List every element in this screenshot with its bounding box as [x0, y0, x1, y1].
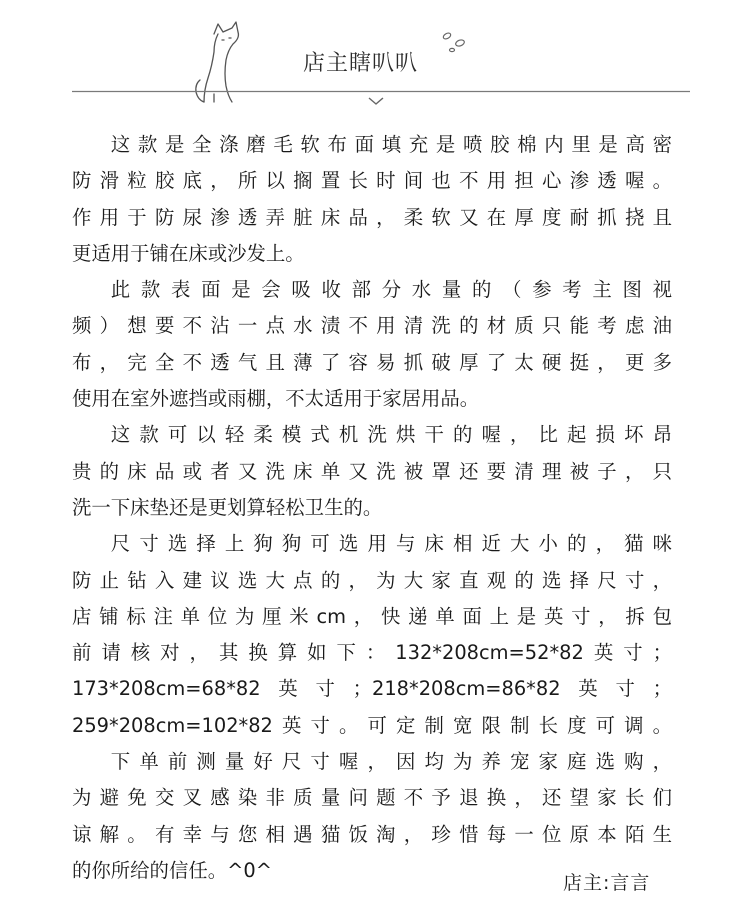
paragraph-material: [72, 127, 672, 272]
paragraph-absorption: [72, 272, 672, 417]
cat-sketch-icon: [196, 22, 239, 102]
text-line: 频）想要不沾一点水渍不用清洗的材质只能考虑油: [72, 314, 672, 338]
description-body: [72, 127, 672, 889]
text-line: 尺寸选择上狗狗可选用与床相近大小的，猫咪: [110, 532, 672, 556]
text-line: 259*208cm=102*82英寸。可定制宽限制长度可调。: [72, 713, 672, 737]
paragraph-washing: [72, 417, 672, 526]
text-line: 此款表面是会吸收部分水量的（参考主图视: [110, 278, 672, 302]
text-line: 为避免交叉感染非质量问题不予退换，还望家长们: [72, 786, 672, 810]
text-line: 的你所给的信任。^0^: [72, 858, 272, 882]
text-line: 更适用于铺在床或沙发上。: [72, 241, 305, 265]
text-line: 防滑粒胶底，所以搁置长时间也不用担心渗透喔。: [72, 169, 672, 193]
chevron-down-icon: [369, 98, 383, 104]
text-line: 店铺标注单位为厘米cm，快递单面上是英寸，拆包: [72, 604, 672, 628]
text-line: 谅解。有幸与您相遇猫饭淘，珍惜每一位原本陌生: [72, 822, 672, 846]
text-line: 这款可以轻柔模式机洗烘干的喔，比起损坏昂: [110, 423, 672, 447]
text-line: 防止钻入建议选大点的，为大家直观的选择尺寸，: [72, 568, 672, 592]
drops-icon: [442, 32, 465, 52]
text-line: 贵的床品或者又洗床单又洗被罩还要清理被子，只: [72, 459, 672, 483]
header: [0, 0, 750, 112]
page-title: 店主瞎叭叭: [303, 51, 419, 76]
text-line: 洗一下床垫还是更划算轻松卫生的。: [72, 495, 383, 519]
text-line: 作用于防尿渗透弄脏床品，柔软又在厚度耐抓挠且: [72, 205, 672, 229]
text-line: 布，完全不透气且薄了容易抓破厚了太硬挺，更多: [72, 350, 672, 374]
text-line: 这款是全涤磨毛软布面填充是喷胶棉内里是高密: [110, 133, 672, 156]
paragraph-sizes: [72, 526, 672, 744]
text-line: 使用在室外遮挡或雨棚，不太适用于家居用品。: [72, 387, 480, 411]
signature: 店主:言言: [563, 872, 651, 894]
text-line: 前请核对，其换算如下：132*208cm=52*82英寸；: [72, 641, 672, 665]
text-line: 下单前测量好尺寸喔，因均为养宠家庭选购，: [110, 750, 672, 774]
text-line: 173*208cm=68*82英寸；218*208cm=86*82英寸；: [72, 677, 672, 701]
